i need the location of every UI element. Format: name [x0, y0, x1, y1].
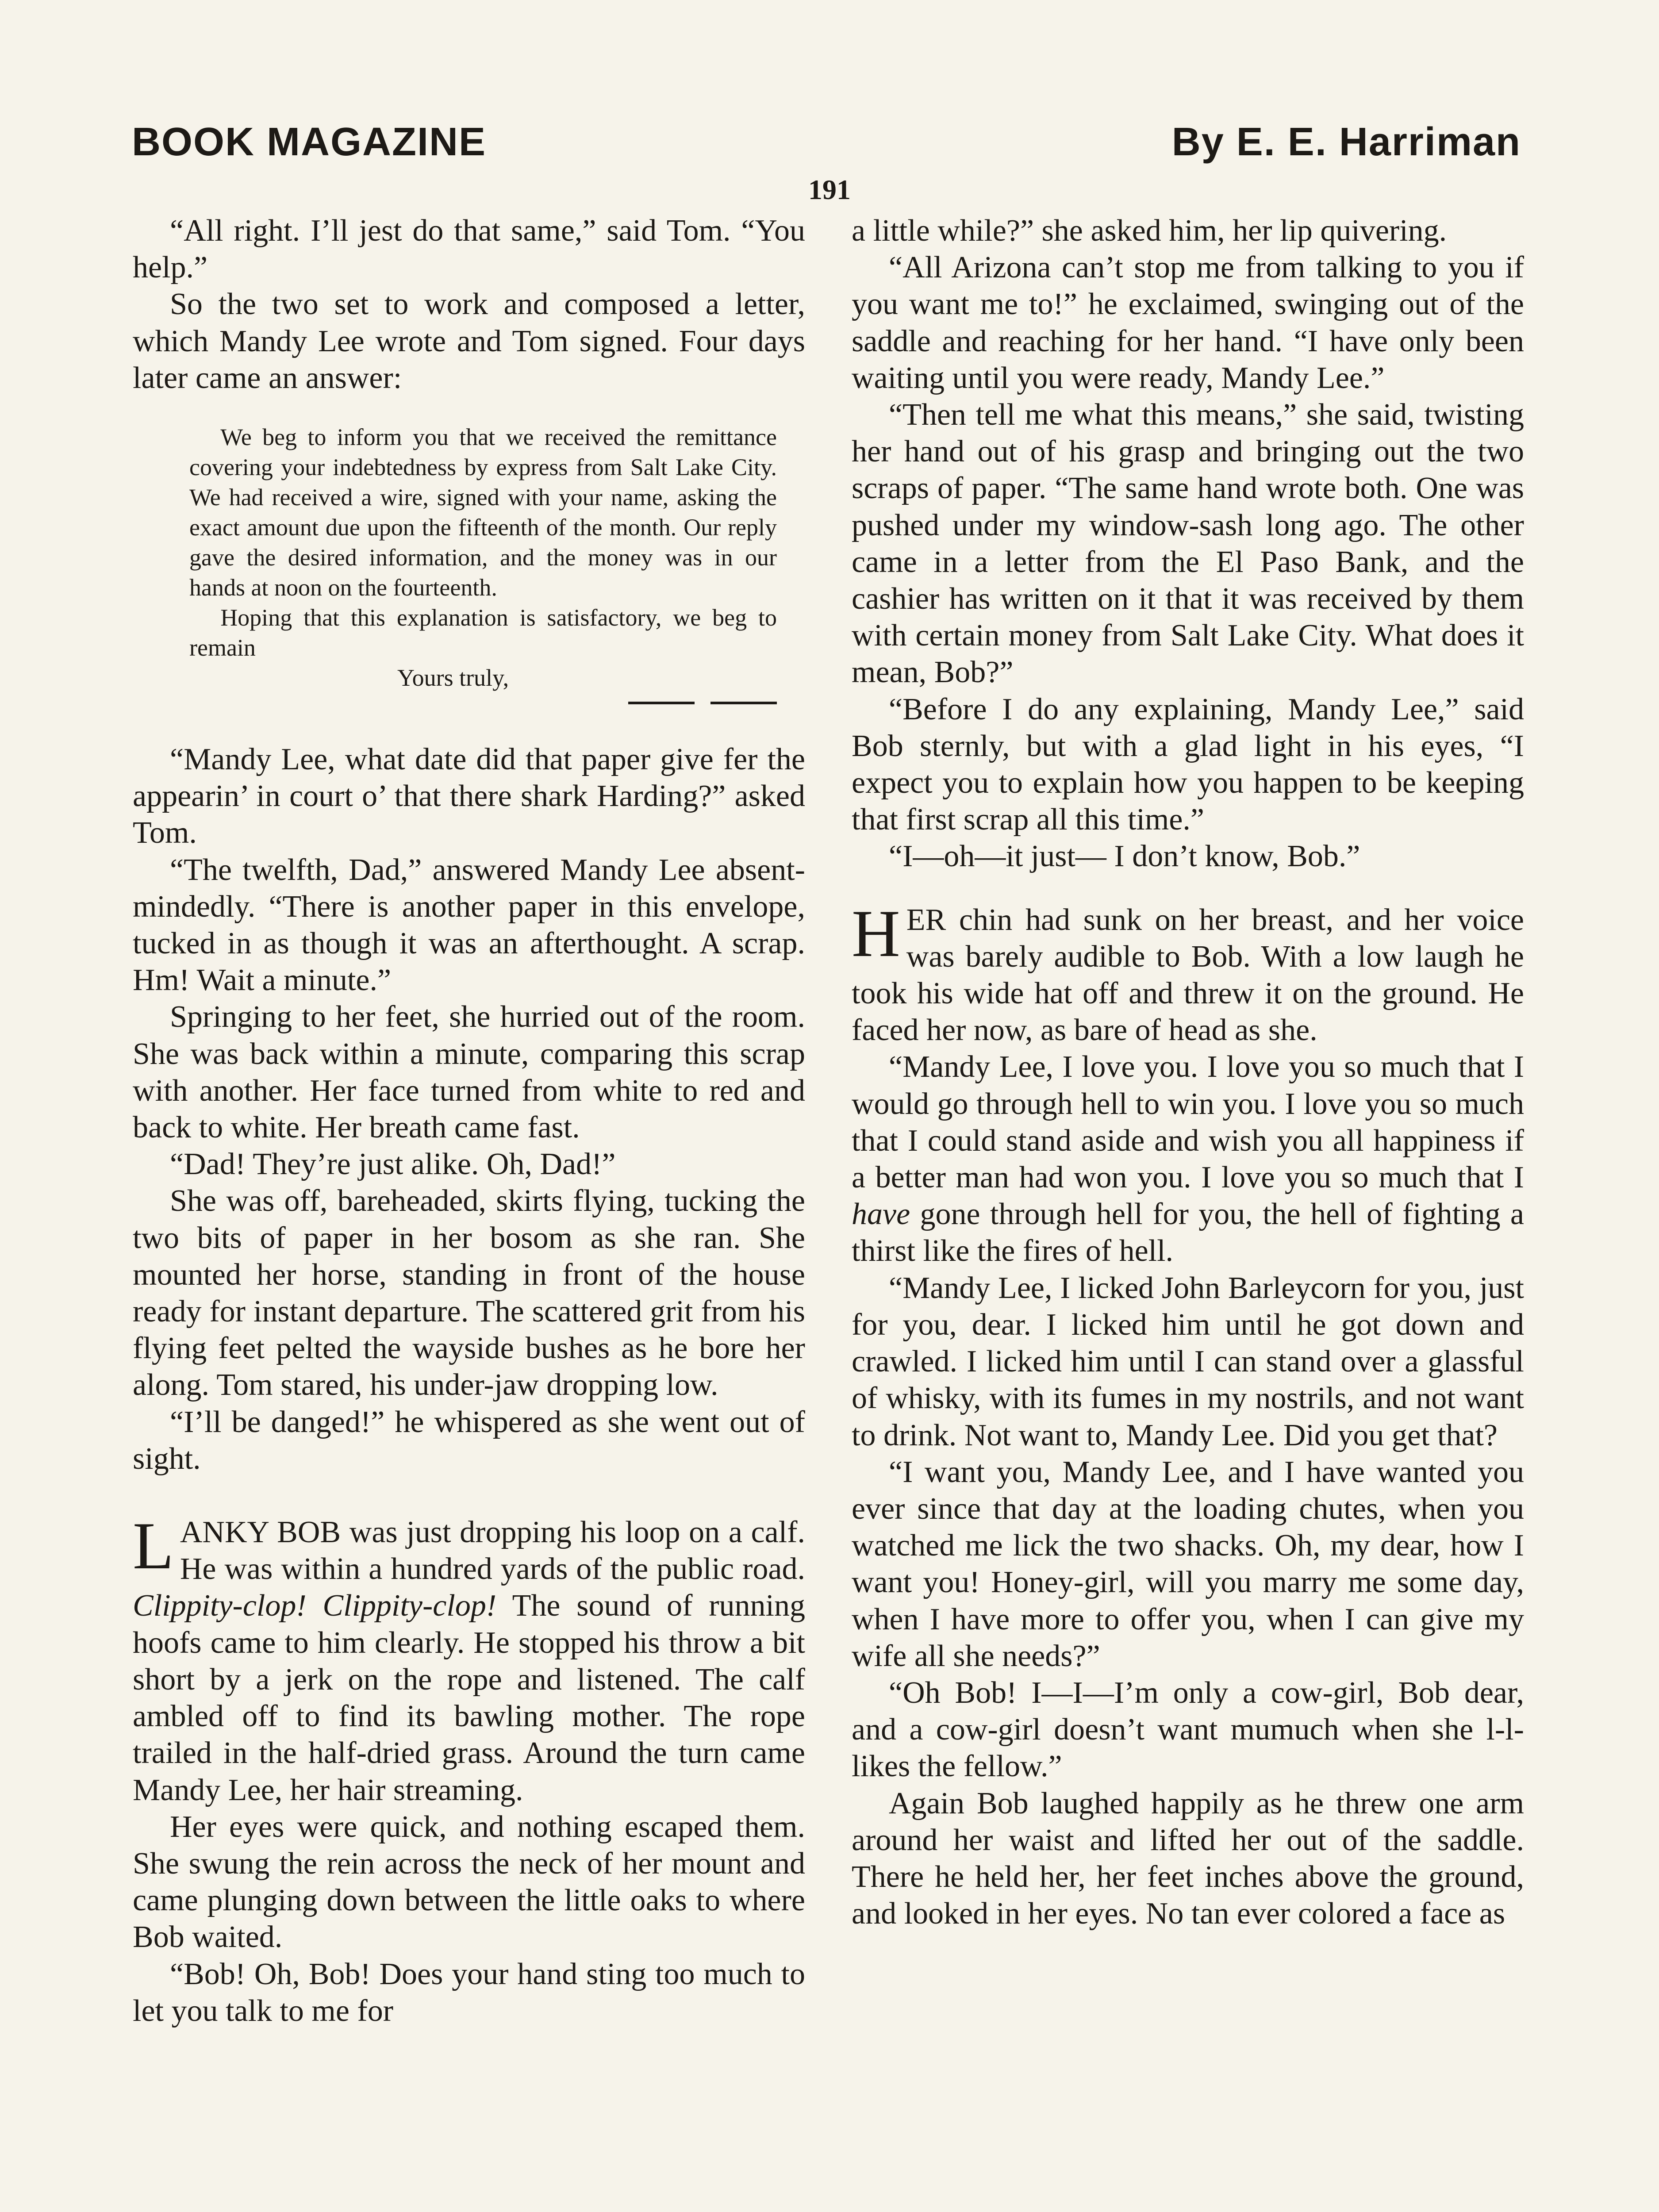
- paragraph: “I want you, Mandy Lee, and I have wanted you ever since that day at the loading chutes, when you watched me lick the two shacks. Oh, my dear, how I want you! Honey-girl, will you marry me some day, when I have more to offer you, when I can give my wife all she needs?”: [852, 1455, 1524, 1673]
- page-number: 191: [808, 174, 851, 205]
- paragraph: “I’ll be danged!” he whispered as she went out of sight.: [133, 1405, 805, 1476]
- quoted-letter: [189, 422, 777, 704]
- paragraph: So the two set to work and composed a letter, which Mandy Lee wrote and Tom signed. Four days later came an answer:: [133, 287, 805, 395]
- paragraph: “Before I do any explaining, Mandy Lee,” said Bob sternly, but with a glad light in his eyes, “I expect you to explain how you happen to be keeping that first scrap all this time.”: [852, 692, 1524, 837]
- paragraph: Again Bob laughed happily as he threw one arm around her waist and lifted her out of the saddle. There he held her, her feet inches above the ground, and looked in her eyes. No tan ever colored a face as: [852, 1786, 1524, 1931]
- sound-effect: Clippity-clop! Clippity-clop!: [133, 1589, 497, 1623]
- drop-cap: H: [852, 896, 900, 971]
- left-column: [133, 212, 805, 2212]
- paragraph: “The twelfth, Dad,” answered Mandy Lee absent-mindedly. “There is another paper in this envelope, tucked in as though it was an afterthought. A scrap. Hm! Wait a minute.”: [133, 853, 805, 998]
- paragraph: “Then tell me what this means,” she said, twisting her hand out of his grasp and bringing out the two scraps of paper. “The same hand wrote both. One was pushed under my window-sash long ago. The other came in a letter from the El Paso Bank, and the cashier has written on it that it was received by them with certain money from Salt Lake City. What does it mean, Bob?”: [852, 398, 1524, 690]
- letter-closing-paragraph: Hoping that this explanation is satisfactory, we beg to remain: [189, 604, 777, 661]
- paragraph: “Mandy Lee, what date did that paper give fer the appearin’ in court o’ that there shark Harding?” asked Tom.: [133, 742, 805, 850]
- paragraph: “I—oh—it just— I don’t know, Bob.”: [889, 839, 1360, 874]
- paragraph: Her eyes were quick, and nothing escaped them. She swung the rein across the neck of her mount and came plunging down between the little oaks to where Bob waited.: [133, 1809, 805, 1955]
- letter-body: We beg to inform you that we received the remittance covering your indebtedness by express from Salt Lake City. We had received a wire, signed with your name, asking the exact amount due upon the fifteenth of the month. Our reply gave the desired information, and the money was in our hands at noon on the fourteenth.: [189, 424, 777, 601]
- paragraph: “Bob! Oh, Bob! Does your hand sting too much to let you talk to me for: [133, 1957, 805, 2028]
- paragraph: “Oh Bob! I—I—I’m only a cow-girl, Bob dear, and a cow-girl doesn’t want mumuch when she l-l-likes the fellow.”: [852, 1675, 1524, 1784]
- emphasis: have: [852, 1197, 910, 1232]
- author-byline: By E. E. Harriman: [1171, 120, 1521, 164]
- right-column: [852, 212, 1524, 2212]
- paragraph: “All right. I’ll jest do that same,” said Tom. “You help.”: [133, 214, 805, 285]
- paragraph: “Dad! They’re just alike. Oh, Dad!”: [170, 1147, 616, 1182]
- magazine-title: BOOK MAGAZINE: [132, 120, 486, 164]
- paragraph: “All Arizona can’t stop me from talking to you if you want me to!” he exclaimed, swinging out of the saddle and reaching for her hand. “I have only been waiting until you were ready, Mandy Lee.”: [852, 250, 1524, 395]
- section-opening-paragraph: HER chin had sunk on her breast, and her voice was barely audible to Bob. With a low laugh he took his wide hat off and threw it on the ground. He faced her now, as bare of head as she.: [852, 896, 1524, 1048]
- paragraph: Springing to her feet, she hurried out of the room. She was back within a minute, comparing this scrap with another. Her face turned from white to red and back to white. Her breath came fast.: [133, 1000, 805, 1145]
- paragraph: “Mandy Lee, I licked John Barleycorn for you, just for you, dear. I licked him until he got down and crawled. I licked him until I can stand over a glassful of whisky, with its fumes in my nostrils, and not want to drink. Not want to, Mandy Lee. Did you get that?: [852, 1271, 1524, 1452]
- paragraph: “Mandy Lee, I love you. I love you so much that I would go through hell to win you. I love you so much that I could stand aside and wish you all happiness if a better man had won you. I love you so much that I have gone through hell for you, the hell of fighting a thirst like the fires of hell.: [852, 1050, 1524, 1268]
- paragraph: She was off, bareheaded, skirts flying, tucking the two bits of paper in her bosom as she ran. She mounted her horse, standing in front of the house ready for instant departure. The scattered grit from his flying feet pelted the wayside bushes as he bore her along. Tom stared, his under-jaw dropping low.: [133, 1184, 805, 1402]
- drop-cap: L: [133, 1509, 174, 1583]
- section-opening-paragraph: LANKY BOB was just dropping his loop on a calf. He was within a hundred yards of the public road. Clippity-clop! Clippity-clop! The sound of running hoofs came to him clearly. He stopped his throw a bit short by a jerk on the rope and listened. The calf ambled off to find its bawling mother. The rope trailed in the half-dried grass. Around the turn came Mandy Lee, her hair streaming.: [133, 1509, 805, 1807]
- paragraph: a little while?” she asked him, her lip quivering.: [852, 214, 1447, 248]
- letter-closing: Yours truly,: [397, 664, 509, 691]
